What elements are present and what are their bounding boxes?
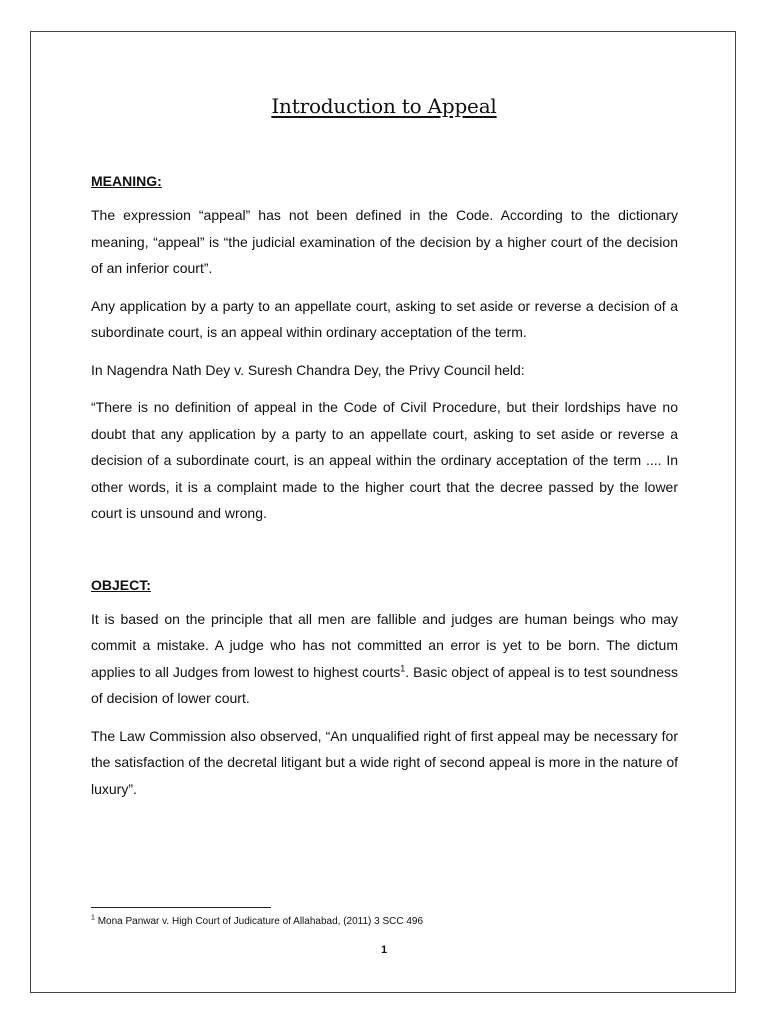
object-paragraph-1-text-b: . Basic object of appeal is to test soundness of decision of lower court. (91, 663, 678, 706)
footnote-marker: 1 (91, 914, 95, 922)
section-heading-object: OBJECT: (91, 576, 151, 593)
footnote (91, 916, 423, 927)
meaning-paragraph-3: In Nagendra Nath Dey v. Suresh Chandra Dey, the Privy Council held: (91, 361, 525, 378)
object-paragraph-2: The Law Commission also observed, “An unqualified right of first appeal may be necessary for the satisfaction of the decretal litigant but a wide right of second appeal is more in the nature of luxury”. (91, 727, 678, 797)
footnote-text: Mona Panwar v. High Court of Judicature of Allahabad, (2011) 3 SCC 496 (97, 916, 424, 927)
object-paragraph-1 (91, 606, 678, 712)
footnote-separator (91, 907, 271, 908)
footnote-reference[interactable]: 1 (400, 662, 406, 673)
meaning-quote-paragraph: “There is no definition of appeal in the Code of Civil Procedure, but their lordships have no doubt that any application by a party to an appellate court, asking to set aside or reverse a decision of a subordinate court, is an appeal within the ordinary acceptation of the term .... In other words, it is a complaint made to the higher court that the decree passed by the lower court is unsound and wrong. (91, 399, 678, 521)
object-paragraph-1-text-a: It is based on the principle that all men are fallible and judges are human beings who may commit a mistake. A judge who has not committed an error is yet to be born. The dictum applies to all Judges from lowest to highest courts (91, 610, 678, 680)
page-number: 1 (380, 944, 388, 956)
section-spacer (91, 538, 678, 574)
meaning-paragraph-1: The expression “appeal” has not been defined in the Code. According to the dictionary meaning, “appeal” is “the judicial examination of the decision by a higher court of the decision of an inferior court”. (91, 207, 678, 276)
document-body (91, 170, 678, 813)
meaning-paragraph-2: Any application by a party to an appellate court, asking to set aside or reverse a decision of a subordinate court, is an appeal within ordinary acceptation of the term. (91, 297, 678, 340)
document-title: Introduction to Appeal (271, 94, 497, 118)
section-heading-meaning: MEANING: (91, 173, 162, 189)
